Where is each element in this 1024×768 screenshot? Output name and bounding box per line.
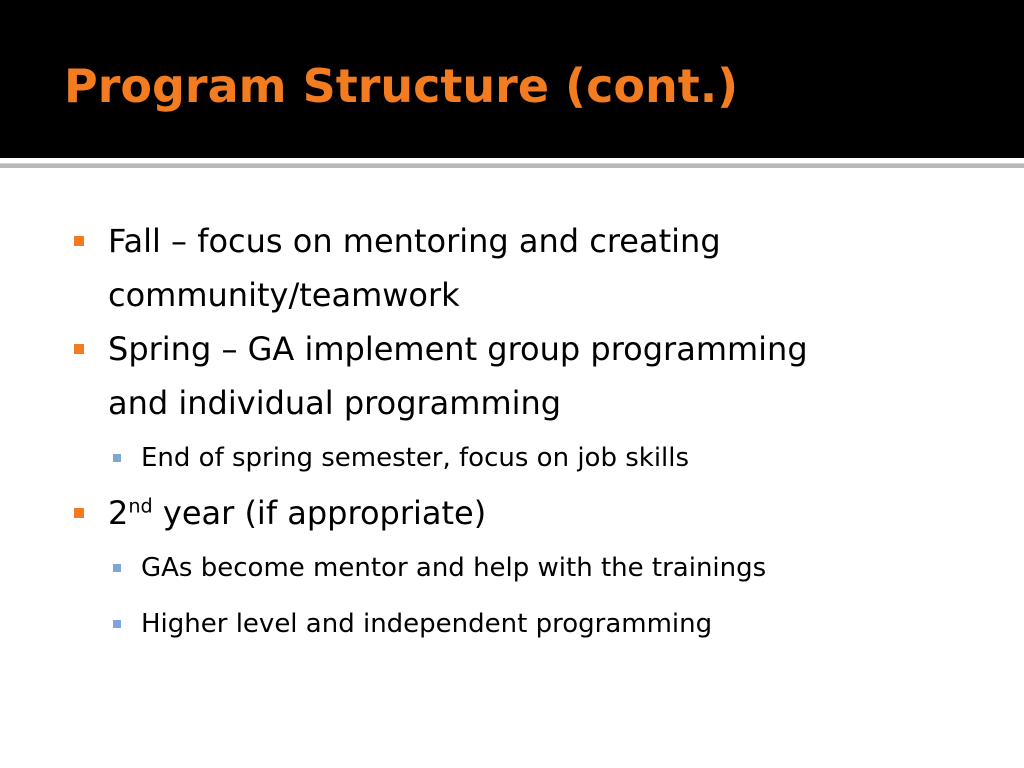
bullet-text-line: and individual programming xyxy=(108,384,562,422)
ordinal-suffix: nd xyxy=(128,494,153,518)
blue-square-bullet-icon xyxy=(113,564,121,572)
subbullet-item-job-skills xyxy=(72,430,972,486)
subbullet-item-mentor xyxy=(72,540,972,596)
orange-square-bullet-icon xyxy=(74,236,84,246)
orange-square-bullet-icon xyxy=(74,344,84,354)
subbullet-text: GAs become mentor and help with the trainings xyxy=(141,553,767,583)
subbullet-item-higher-level xyxy=(72,596,972,652)
bullet-text: year (if appropriate) xyxy=(152,494,487,532)
title-divider xyxy=(0,163,1024,168)
bullet-text-line: Spring – GA implement group programming xyxy=(108,330,808,368)
bullet-item-fall xyxy=(72,214,972,322)
subbullet-text: Higher level and independent programming xyxy=(141,609,713,639)
bullet-item-second-year xyxy=(72,486,972,540)
subbullet-text: End of spring semester, focus on job skills xyxy=(141,443,690,473)
slide-title: Program Structure (cont.) xyxy=(64,59,739,113)
bullet-item-spring xyxy=(72,322,972,430)
ordinal-number: 2 xyxy=(108,494,129,532)
blue-square-bullet-icon xyxy=(113,454,121,462)
bullet-text-line: community/teamwork xyxy=(108,276,460,314)
bullet-list xyxy=(72,214,972,652)
orange-square-bullet-icon xyxy=(74,508,84,518)
bullet-text-line: Fall – focus on mentoring and creating xyxy=(108,222,721,260)
blue-square-bullet-icon xyxy=(113,620,121,628)
title-bar xyxy=(0,0,1024,158)
